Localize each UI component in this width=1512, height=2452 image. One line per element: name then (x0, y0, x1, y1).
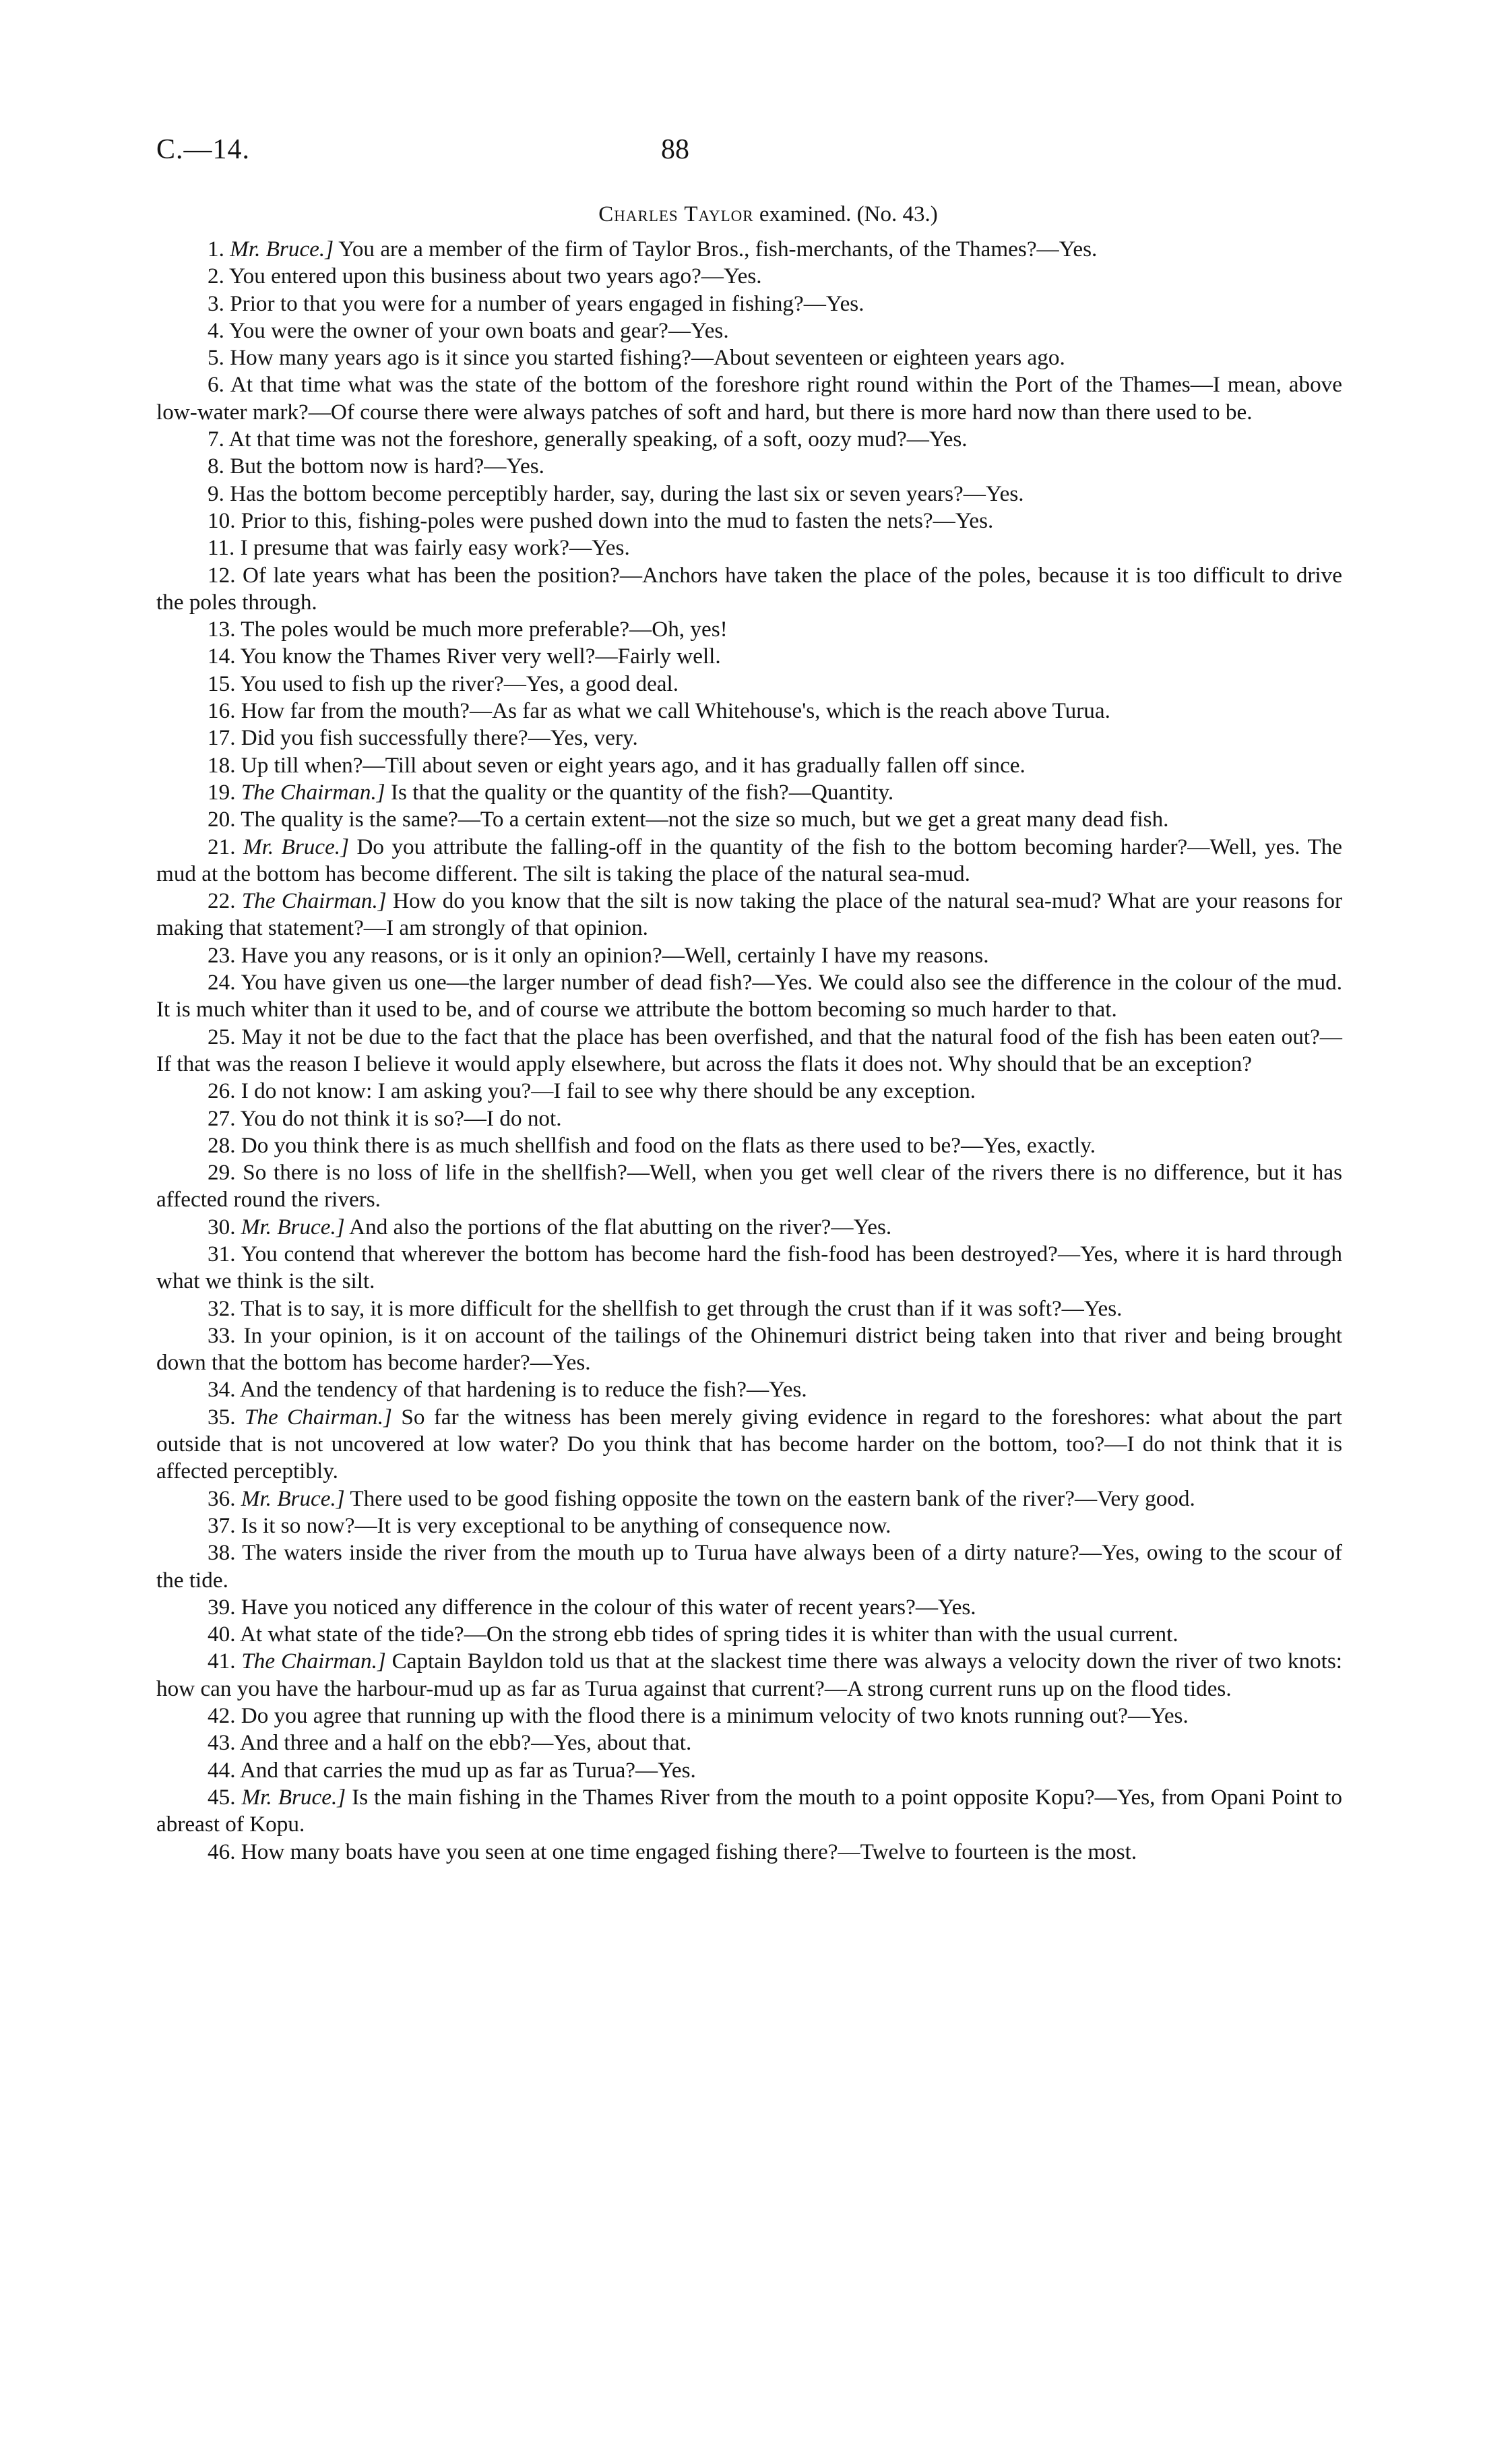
question-paragraph (156, 508, 1342, 534)
question-text: At that time was not the foreshore, generally speaking, of a soft, oozy mud?—Yes. (228, 427, 968, 452)
question-paragraph (156, 1295, 1342, 1322)
question-number: 30. (208, 1214, 236, 1239)
question-paragraph (156, 1241, 1342, 1295)
question-paragraph (156, 779, 1342, 806)
question-number: 14. (208, 644, 236, 669)
question-number: 24. (208, 970, 236, 995)
question-text: Of late years what has been the position?—Anchors have taken the place of the poles, because it is too difficult to drive the poles through. (156, 562, 1343, 615)
question-number: 45. (208, 1784, 236, 1810)
question-text: How many boats have you seen at one time engaged fishing there?—Twelve to fourteen is the most. (241, 1839, 1137, 1864)
question-paragraph (156, 834, 1342, 888)
question-number: 22. (208, 888, 236, 914)
question-number: 15. (208, 671, 236, 696)
question-number: 9. (208, 481, 224, 506)
question-number: 25. (208, 1024, 236, 1049)
title-rest: examined. (No. 43.) (753, 202, 938, 226)
question-paragraph (156, 969, 1342, 1024)
question-paragraph (156, 1703, 1342, 1729)
question-number: 38. (208, 1540, 236, 1566)
question-number: 20. (208, 807, 236, 832)
question-number: 35. (208, 1404, 236, 1430)
question-number: 41. (208, 1649, 236, 1674)
question-paragraph (156, 453, 1342, 480)
question-number: 32. (208, 1295, 236, 1321)
testimony-body (156, 236, 1342, 1866)
question-text: You are a member of the firm of Taylor Bros., fish-merchants, of the Thames?—Yes. (334, 237, 1098, 262)
question-text: The quality is the same?—To a certain extent—not the size so much, but we get a great many dead fish. (241, 807, 1169, 832)
speaker-label: Mr. Bruce.] (241, 1784, 346, 1810)
question-number: 8. (208, 454, 224, 479)
question-number: 17. (208, 725, 236, 751)
question-text: You contend that wherever the bottom has become hard the fish-food has been destroyed?—Yes, where it is hard through what we think is the silt. (156, 1241, 1342, 1294)
question-text: Prior to that you were for a number of years engaged in fishing?—Yes. (230, 290, 864, 316)
question-number: 19. (208, 779, 236, 805)
question-paragraph (156, 317, 1342, 344)
question-text: I do not know: I am asking you?—I fail to see why there should be any exception. (241, 1078, 976, 1104)
question-text: Do you think there is as much shellfish and food on the flats as there used to be?—Yes, exactly. (241, 1132, 1096, 1158)
question-text: And three and a half on the ebb?—Yes, about that. (239, 1730, 692, 1756)
question-text: So there is no loss of life in the shellfish?—Well, when you get well clear of the rivers there is no difference, but it has affected round the rivers. (156, 1160, 1342, 1213)
question-number: 29. (208, 1160, 236, 1186)
question-number: 5. (208, 345, 224, 371)
question-number: 6. (208, 372, 224, 398)
document-reference: C.—14. (156, 134, 251, 165)
question-text: Is the main fishing in the Thames River from the mouth to a point opposite Kopu?—Yes, from Opani Point to abreast of Kopu. (156, 1784, 1343, 1837)
question-paragraph (156, 1322, 1342, 1377)
question-number: 4. (208, 317, 224, 343)
question-number: 37. (208, 1512, 236, 1538)
question-text: You know the Thames River very well?—Fairly well. (240, 644, 721, 669)
question-paragraph (156, 371, 1342, 426)
page-header (156, 133, 1380, 174)
question-paragraph (156, 725, 1342, 752)
question-text: Is it so now?—It is very exceptional to be anything of consequence now. (241, 1512, 891, 1538)
section-title (156, 202, 1380, 227)
question-text: Prior to this, fishing-poles were pushed down into the mud to fasten the nets?—Yes. (241, 508, 994, 533)
question-paragraph (156, 1214, 1342, 1241)
question-text: At that time what was the state of the bottom of the foreshore right round within the Port of the Thames—I mean, above low-water mark?—Of course there were always patches of soft and hard, but there is more hard now than there used to be. (156, 372, 1342, 425)
question-paragraph (156, 263, 1342, 290)
question-paragraph (156, 562, 1342, 617)
question-number: 27. (208, 1105, 236, 1131)
question-text: You have given us one—the larger number of dead fish?—Yes. We could also see the difference in the colour of the mud. It is much whiter than it used to be, and of course we attribute the bottom becoming so much harder to that. (156, 970, 1342, 1022)
question-paragraph (156, 1485, 1342, 1512)
question-number: 44. (208, 1757, 236, 1783)
question-paragraph (156, 671, 1342, 698)
question-text: How do you know that the silt is now taking the place of the natural sea-mud? What are your reasons for making that statement?—I am strongly of that opinion. (156, 888, 1343, 941)
question-text: Did you fish successfully there?—Yes, very. (241, 725, 638, 751)
question-number: 33. (208, 1322, 236, 1348)
speaker-label: The Chairman.] (244, 1404, 392, 1430)
question-number: 31. (208, 1241, 236, 1266)
question-paragraph (156, 1376, 1342, 1403)
question-text: Have you noticed any difference in the colour of this water of recent years?—Yes. (241, 1594, 976, 1620)
question-text: So far the witness has been merely giving evidence in regard to the foreshores: what about the part outside that is not uncovered at low water? Do you think that has become harder on the bottom, too?—I do not think that it is affected perceptibly. (156, 1404, 1343, 1484)
question-text: That is to say, it is more difficult for the shellfish to get through the crust than if it was soft?—Yes. (241, 1295, 1123, 1321)
question-text: You used to fish up the river?—Yes, a good deal. (240, 671, 679, 696)
question-number: 21. (208, 834, 236, 859)
question-paragraph (156, 1105, 1342, 1132)
question-number: 11. (208, 535, 235, 561)
question-number: 1. (208, 237, 224, 262)
question-text: Do you agree that running up with the flood there is a minimum velocity of two knots running out?—Yes. (241, 1703, 1189, 1729)
question-number: 46. (208, 1839, 236, 1864)
speaker-label: Mr. Bruce.] (241, 1214, 345, 1239)
question-paragraph (156, 236, 1342, 263)
question-paragraph (156, 1648, 1342, 1703)
question-number: 40. (208, 1622, 236, 1647)
question-number: 42. (208, 1703, 236, 1729)
question-text: How far from the mouth?—As far as what we call Whitehouse's, which is the reach above Turua. (241, 698, 1110, 724)
question-number: 23. (208, 942, 236, 968)
speaker-label: Mr. Bruce.] (230, 237, 334, 262)
speaker-label: The Chairman.] (241, 779, 385, 805)
question-number: 39. (208, 1594, 236, 1620)
question-paragraph (156, 1784, 1342, 1839)
question-text: May it not be due to the fact that the place has been overfished, and that the natural food of the fish has been eaten out?—If that was the reason I believe it would apply elsewhere, but across the flats it does not. Why should that be an exception? (156, 1024, 1342, 1076)
question-text: Is that the quality or the quantity of the fish?—Quantity. (385, 779, 894, 805)
question-paragraph (156, 344, 1342, 371)
question-paragraph (156, 888, 1342, 942)
question-paragraph (156, 643, 1342, 670)
question-paragraph (156, 290, 1342, 317)
question-paragraph (156, 616, 1342, 643)
question-paragraph (156, 752, 1342, 779)
question-paragraph (156, 1594, 1342, 1621)
question-paragraph (156, 1757, 1342, 1784)
question-text: The waters inside the river from the mouth up to Turua have always been of a dirty nature?—Yes, owing to the scour of the tide. (156, 1540, 1342, 1593)
question-paragraph (156, 698, 1342, 725)
question-number: 36. (208, 1485, 236, 1511)
question-paragraph (156, 942, 1342, 969)
speaker-label: Mr. Bruce.] (243, 834, 350, 859)
question-number: 10. (208, 508, 236, 533)
question-text: You were the owner of your own boats and gear?—Yes. (228, 317, 729, 343)
question-text: I presume that was fairly easy work?—Yes. (240, 535, 630, 561)
speaker-label: Mr. Bruce.] (241, 1485, 345, 1511)
question-paragraph (156, 426, 1342, 453)
question-number: 16. (208, 698, 236, 724)
witness-name: Charles Taylor (598, 202, 754, 226)
question-number: 3. (208, 290, 224, 316)
question-paragraph (156, 1539, 1342, 1594)
question-paragraph (156, 806, 1342, 833)
question-number: 7. (208, 427, 224, 452)
question-text: Up till when?—Till about seven or eight years ago, and it has gradually fallen off since. (241, 752, 1026, 778)
question-text: And that carries the mud up as far as Turua?—Yes. (239, 1757, 696, 1783)
question-paragraph (156, 1159, 1342, 1214)
question-text: And also the portions of the flat abutting on the river?—Yes. (344, 1214, 892, 1239)
page-number: 88 (661, 134, 689, 165)
question-paragraph (156, 1839, 1342, 1866)
question-paragraph (156, 1132, 1342, 1159)
question-number: 43. (208, 1730, 236, 1756)
question-text: Have you any reasons, or is it only an opinion?—Well, certainly I have my reasons. (241, 942, 989, 968)
question-paragraph (156, 1621, 1342, 1648)
question-text: Has the bottom become perceptibly harder, say, during the last six or seven years?—Yes. (230, 481, 1024, 506)
question-text: There used to be good fishing opposite the town on the eastern bank of the river?—Very good. (344, 1485, 1195, 1511)
question-paragraph (156, 1512, 1342, 1539)
question-number: 2. (208, 264, 224, 289)
question-number: 34. (208, 1377, 236, 1403)
speaker-label: The Chairman.] (241, 1649, 386, 1674)
speaker-label: The Chairman.] (241, 888, 387, 914)
question-text: At what state of the tide?—On the strong ebb tides of spring tides it is whiter than with the usual current. (239, 1622, 1178, 1647)
question-number: 28. (208, 1132, 236, 1158)
question-text: And the tendency of that hardening is to reduce the fish?—Yes. (239, 1377, 807, 1403)
question-number: 13. (208, 617, 236, 642)
question-paragraph (156, 1404, 1342, 1485)
question-text: In your opinion, is it on account of the tailings of the Ohinemuri district being taken into that river and being brought down that the bottom has become harder?—Yes. (156, 1322, 1343, 1376)
question-paragraph (156, 1729, 1342, 1756)
question-text: You entered upon this business about two years ago?—Yes. (228, 264, 762, 289)
question-paragraph (156, 481, 1342, 508)
question-text: You do not think it is so?—I do not. (240, 1105, 562, 1131)
question-text: Do you attribute the falling-off in the quantity of the fish to the bottom becoming harder?—Well, yes. The mud at the bottom has become different. The silt is taking the place of the natural sea-mud. (156, 834, 1342, 886)
question-number: 18. (208, 752, 236, 778)
question-text: The poles would be much more preferable?—Oh, yes! (241, 617, 728, 642)
question-paragraph (156, 1024, 1342, 1078)
question-text: How many years ago is it since you started fishing?—About seventeen or eighteen years ago. (230, 345, 1065, 371)
question-paragraph (156, 1078, 1342, 1105)
question-number: 12. (208, 562, 236, 588)
question-paragraph (156, 534, 1342, 561)
question-text: But the bottom now is hard?—Yes. (230, 454, 544, 479)
question-text: Captain Bayldon told us that at the slackest time there was always a velocity down the river of two knots: how can you have the harbour-mud up as far as Turua against that current?—A strong current runs up on the flood tides. (156, 1649, 1342, 1701)
question-number: 26. (208, 1078, 236, 1104)
